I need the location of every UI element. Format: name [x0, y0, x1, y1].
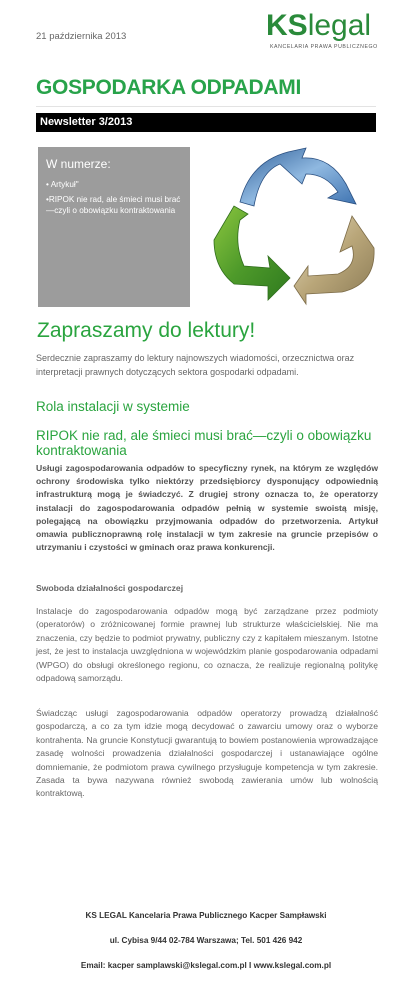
section-heading: Rola instalacji w systemie	[36, 399, 190, 414]
recycle-icon	[210, 144, 378, 308]
recycle-arrow-blue	[240, 148, 356, 206]
article-heading: RIPOK nie rad, ale śmieci musi brać—czyli o obowiązku kontraktowania	[36, 428, 372, 458]
footer-company: KS LEGAL Kancelaria Prawa Publicznego Kacper Sampławski	[85, 911, 327, 920]
intro-paragraph: Serdecznie zapraszamy do lektury najnowszych wiadomości, orzecznictwa oraz interpretacji prawnych dotyczących sektora gospodarki odpadami.	[36, 353, 355, 377]
newsletter-date: 21 października 2013	[36, 31, 127, 42]
logo-legal-text: legal	[307, 9, 372, 42]
recycle-arrow-green	[214, 206, 290, 300]
toc-item-article[interactable]: • Artykuł"	[46, 180, 79, 189]
article-subheading: Swoboda działalności gospodarczej	[36, 583, 184, 593]
article-paragraph-2: Świadcząc usługi zagospodarowania odpadów operatorzy prowadzą działalność gospodarczą, a co za tym idzie mogą decydować o zawarciu umowy oraz o wyborze kontrahenta. Na gruncie Konstytucji gwarantują to bowiem postanowienia wprowadzające zasadę wolności prowadzenia działalności gospodarczej i ustanawiające ogólne domniemanie, że podmiotom prawa cywilnego przysługuje kompetencja w tym zakresie. Zasada ta bywa nazywana również swobodą zawierania umów lub wolnością kontraktową.	[36, 708, 378, 799]
logo-ks-text: KS	[266, 9, 308, 42]
toc-heading: W numerze:	[46, 157, 111, 171]
page-title: GOSPODARKA ODPADAMI	[36, 76, 301, 99]
toc-item-ripok[interactable]: •RIPOK nie rad, ale śmieci musi brać—czyli o obowiązku kontraktowania	[46, 195, 181, 215]
article-paragraph-1: Instalacje do zagospodarowania odpadów mogą być zarządzane przez podmioty (operatorów) o zróżnicowanej formie prawnej lub strukturze właścicielskiej. Nie ma znaczenia, czy będzie to podmiot prywatny, publiczny czy z kapitałem mieszanym. Istotne jest, że jest to instalacja uwzględniona w wojewódzkim planie gospodarowania odpadami (WPGO) do obsługi określonego regionu, co oznacza, że realizuje regionalną politykę odpadową samorządu.	[36, 606, 378, 684]
invite-heading: Zapraszamy do lektury!	[37, 319, 256, 342]
footer-contact[interactable]: Email: kacper samplawski@kslegal.com.pl I www.kslegal.com.pl	[80, 961, 332, 970]
recycle-arrow-sand	[294, 216, 374, 304]
newsletter-issue-bar: Newsletter 3/2013	[36, 113, 376, 132]
footer-address: ul. Cybisa 9/44 02-784 Warszawa; Tel. 501 426 942	[109, 936, 303, 945]
kslegal-logo	[262, 8, 388, 56]
title-divider	[36, 106, 376, 107]
logo-subtitle: KANCELARIA PRAWA PUBLICZNEGO	[270, 44, 378, 50]
article-lead: Usługi zagospodarowania odpadów to specyficzny rynek, na którym ze względów ochrony środowiska tylko niektórzy przedsiębiorcy dysponujący odpowiednią infrastrukturą mogą je świadczyć. Z drugiej strony oznacza to, że operatorzy instalacji do zagospodarowania odpadów pełnią w systemie swoistą misję, polegającą na obowiązku przyjmowania odpadów do przetworzenia. Artykuł omawia publicznoprawną rolę instalacji w tym zakresie na gruncie przepisów o utrzymaniu i czystości w gminach oraz prawa konkurencji.	[36, 463, 378, 553]
table-of-contents	[38, 147, 190, 307]
